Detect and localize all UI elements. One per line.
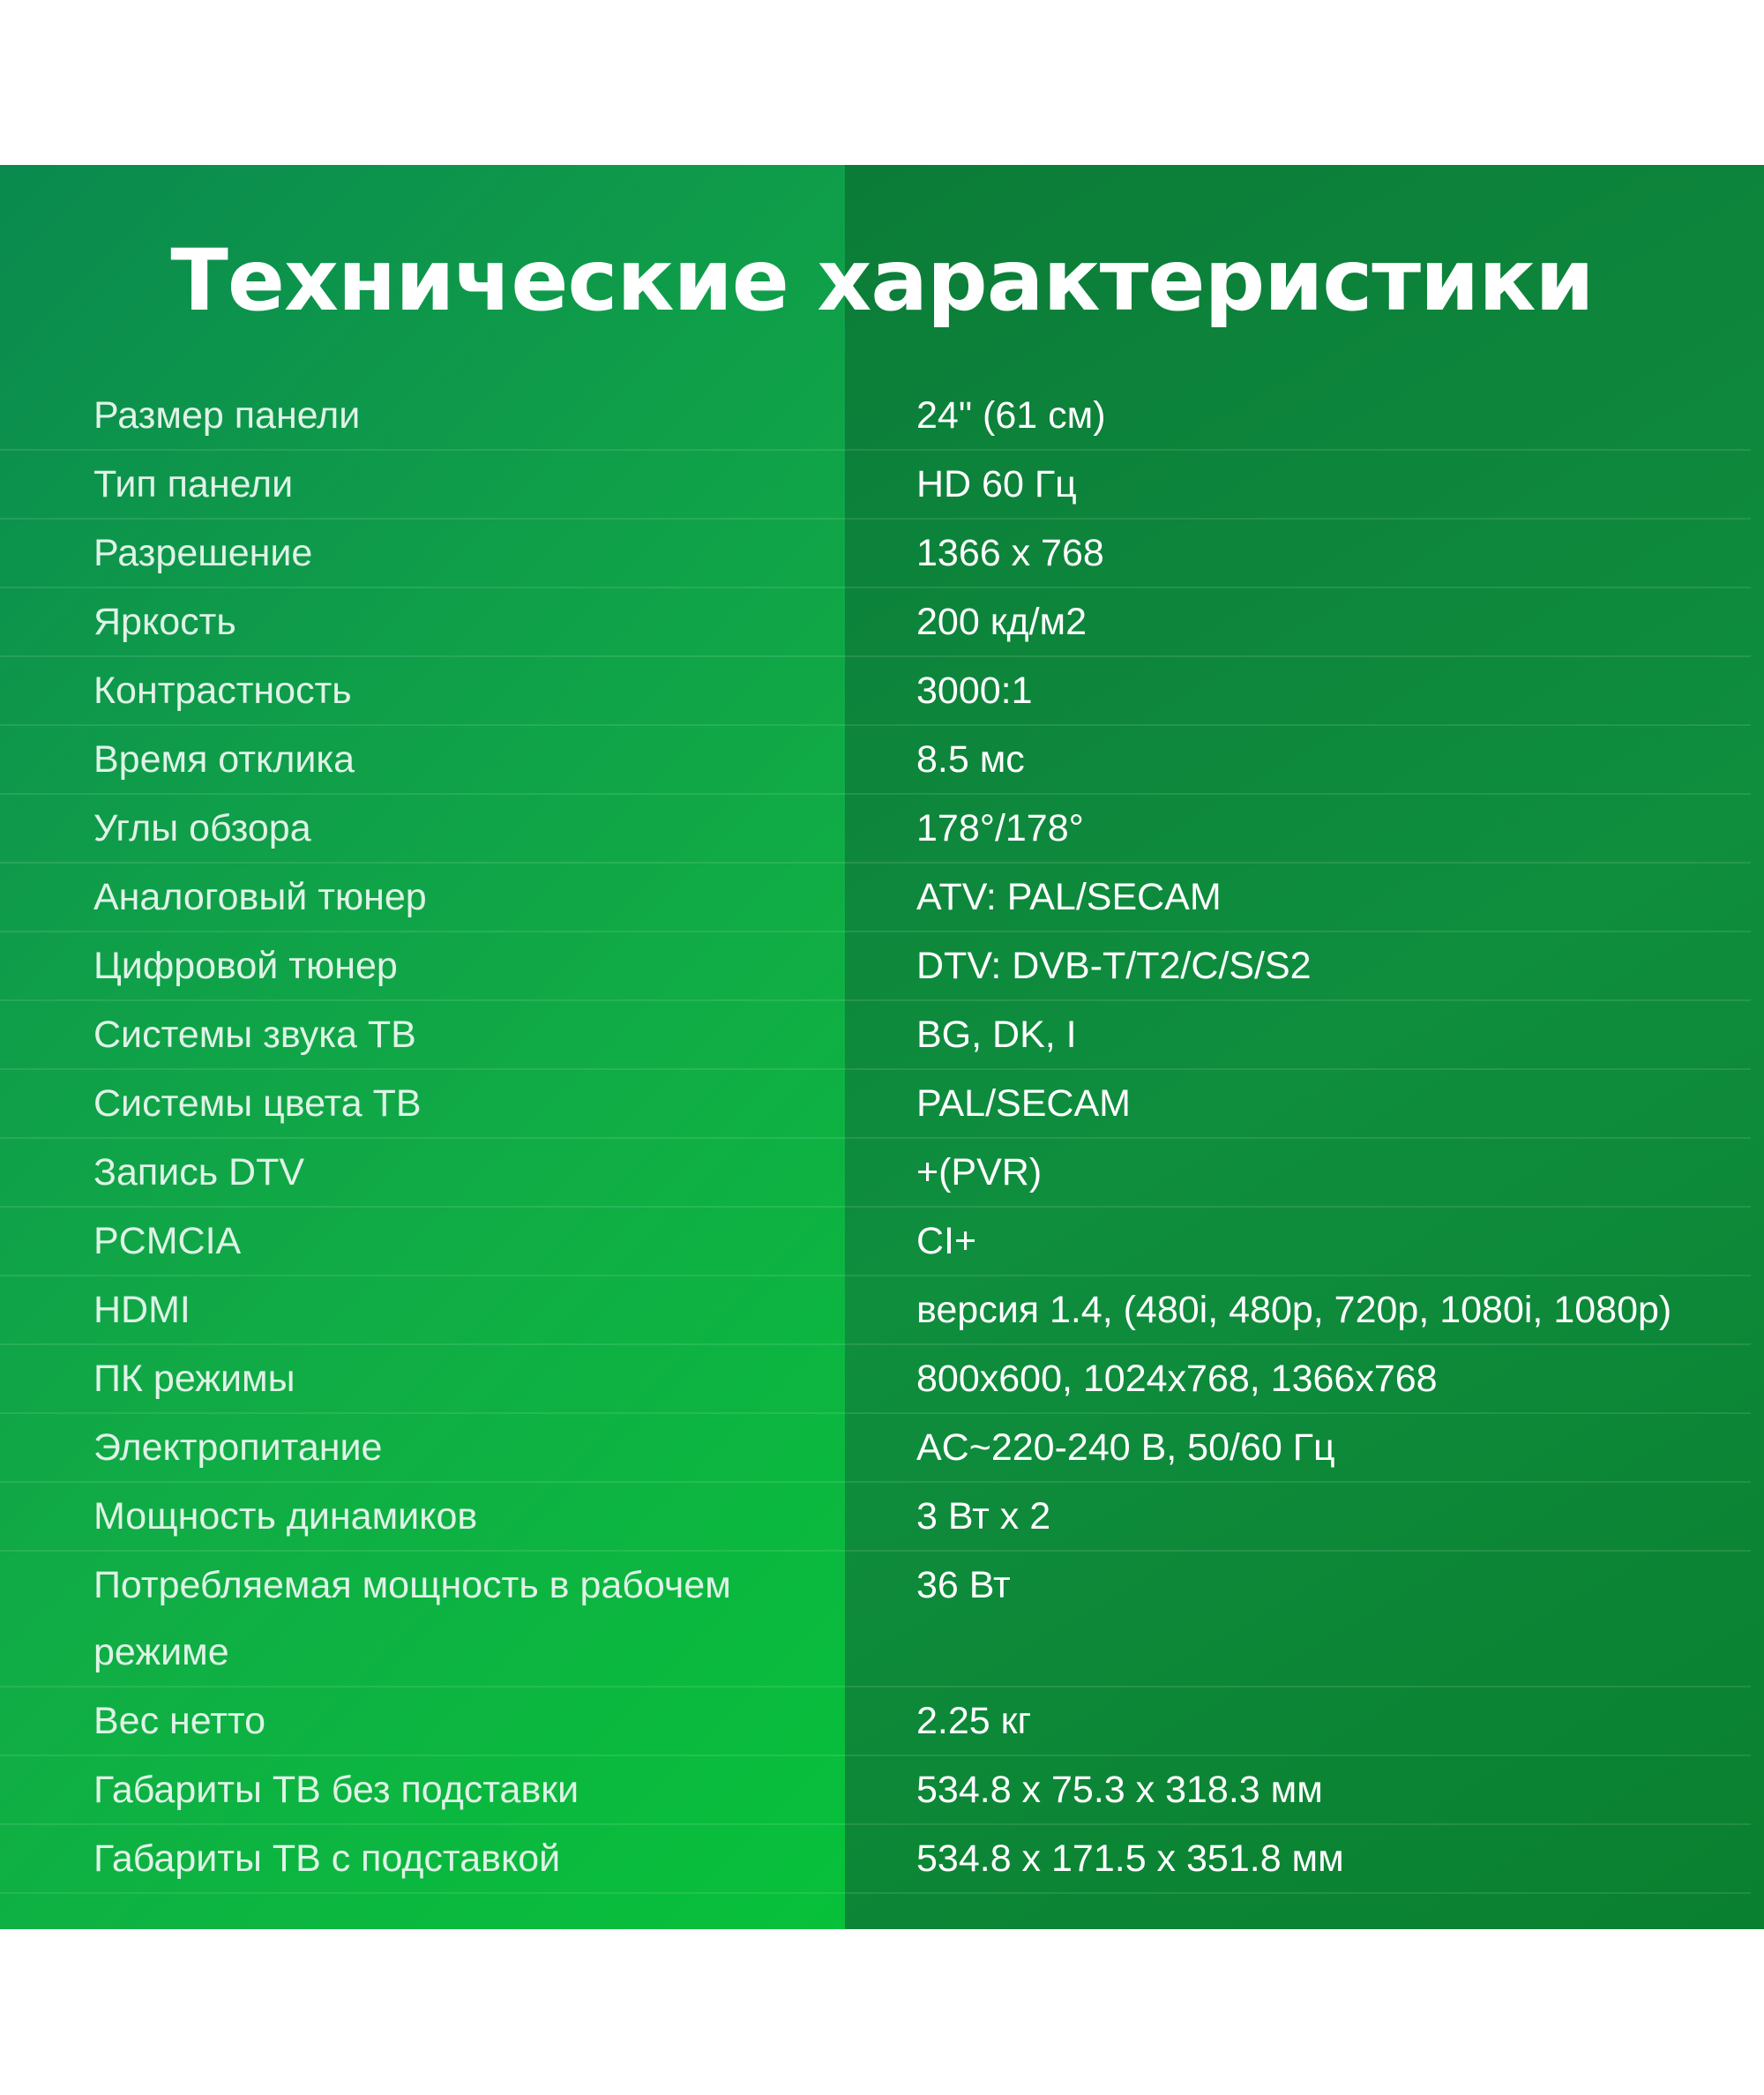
spec-value: +(PVR): [916, 1151, 1043, 1193]
spec-row: [0, 864, 1751, 932]
spec-row: [0, 1070, 1751, 1139]
spec-value: 36 Вт: [916, 1564, 1011, 1606]
spec-label: Тип панели: [93, 463, 294, 505]
spec-value: DTV: DVB-T/T2/C/S/S2: [916, 945, 1312, 987]
spec-label: Углы обзора: [93, 807, 311, 849]
spec-row: [0, 1483, 1751, 1552]
spec-row: [0, 520, 1751, 588]
spec-row: [0, 382, 1751, 451]
spec-value: ATV: PAL/SECAM: [916, 876, 1222, 918]
spec-label: Цифровой тюнер: [93, 945, 398, 987]
spec-value: 534.8 x 171.5 x 351.8 мм: [916, 1837, 1344, 1880]
spec-value: BG, DK, I: [916, 1014, 1077, 1056]
spec-row: [0, 1414, 1751, 1483]
spec-value: 534.8 x 75.3 x 318.3 мм: [916, 1769, 1323, 1811]
spec-value: 3000:1: [916, 670, 1033, 712]
spec-label: Разрешение: [93, 532, 313, 574]
spec-label: Системы звука ТВ: [93, 1014, 416, 1056]
spec-row: [0, 1276, 1751, 1345]
spec-value: 2.25 кг: [916, 1700, 1032, 1742]
spec-row: [0, 1756, 1751, 1825]
spec-value: AC~220-240 В, 50/60 Гц: [916, 1426, 1335, 1469]
spec-label: ПК режимы: [93, 1358, 295, 1400]
spec-value: 200 кд/м2: [916, 601, 1088, 643]
spec-row: [0, 451, 1751, 520]
spec-value: 8.5 мс: [916, 738, 1025, 781]
spec-label: HDMI: [93, 1289, 191, 1331]
spec-label: Контрастность: [93, 670, 352, 712]
spec-row: [0, 588, 1751, 657]
spec-label: Запись DTV: [93, 1151, 305, 1193]
spec-label: Электропитание: [93, 1426, 383, 1469]
spec-row: [0, 1825, 1751, 1894]
spec-row: [0, 726, 1751, 795]
spec-label: Габариты ТВ без подставки: [93, 1769, 579, 1811]
spec-value: CI+: [916, 1220, 977, 1262]
spec-label: Вес нетто: [93, 1700, 266, 1742]
spec-row: [0, 1139, 1751, 1208]
spec-panel: [0, 165, 1764, 1929]
spec-row: [0, 1001, 1751, 1070]
spec-label: Время отклика: [93, 738, 355, 781]
spec-value: 800x600, 1024x768, 1366x768: [916, 1358, 1438, 1400]
spec-value: версия 1.4, (480i, 480p, 720p, 1080i, 1080p): [916, 1289, 1672, 1331]
spec-value: 3 Вт x 2: [916, 1495, 1051, 1538]
spec-value: 24" (61 см): [916, 394, 1106, 437]
spec-row: [0, 1345, 1751, 1414]
spec-label: Потребляемая мощность в рабочем режиме: [93, 1564, 731, 1673]
spec-label: PCMCIA: [93, 1220, 242, 1262]
spec-row: [0, 1687, 1751, 1756]
spec-table: [0, 382, 1764, 1894]
spec-row: [0, 1208, 1751, 1276]
spec-value: 178°/178°: [916, 807, 1084, 849]
spec-label: Мощность динамиков: [93, 1495, 478, 1538]
spec-row: [0, 1552, 1751, 1687]
spec-row: [0, 657, 1751, 726]
spec-value: 1366 x 768: [916, 532, 1104, 574]
page-title: Технические характеристики: [170, 231, 1594, 330]
spec-label: Размер панели: [93, 394, 361, 437]
spec-label: Системы цвета ТВ: [93, 1082, 422, 1125]
spec-value: PAL/SECAM: [916, 1082, 1131, 1125]
spec-label: Габариты ТВ с подставкой: [93, 1837, 561, 1880]
spec-label: Аналоговый тюнер: [93, 876, 427, 918]
spec-row: [0, 932, 1751, 1001]
spec-row: [0, 795, 1751, 864]
spec-label: Яркость: [93, 601, 236, 643]
spec-value: HD 60 Гц: [916, 463, 1077, 505]
